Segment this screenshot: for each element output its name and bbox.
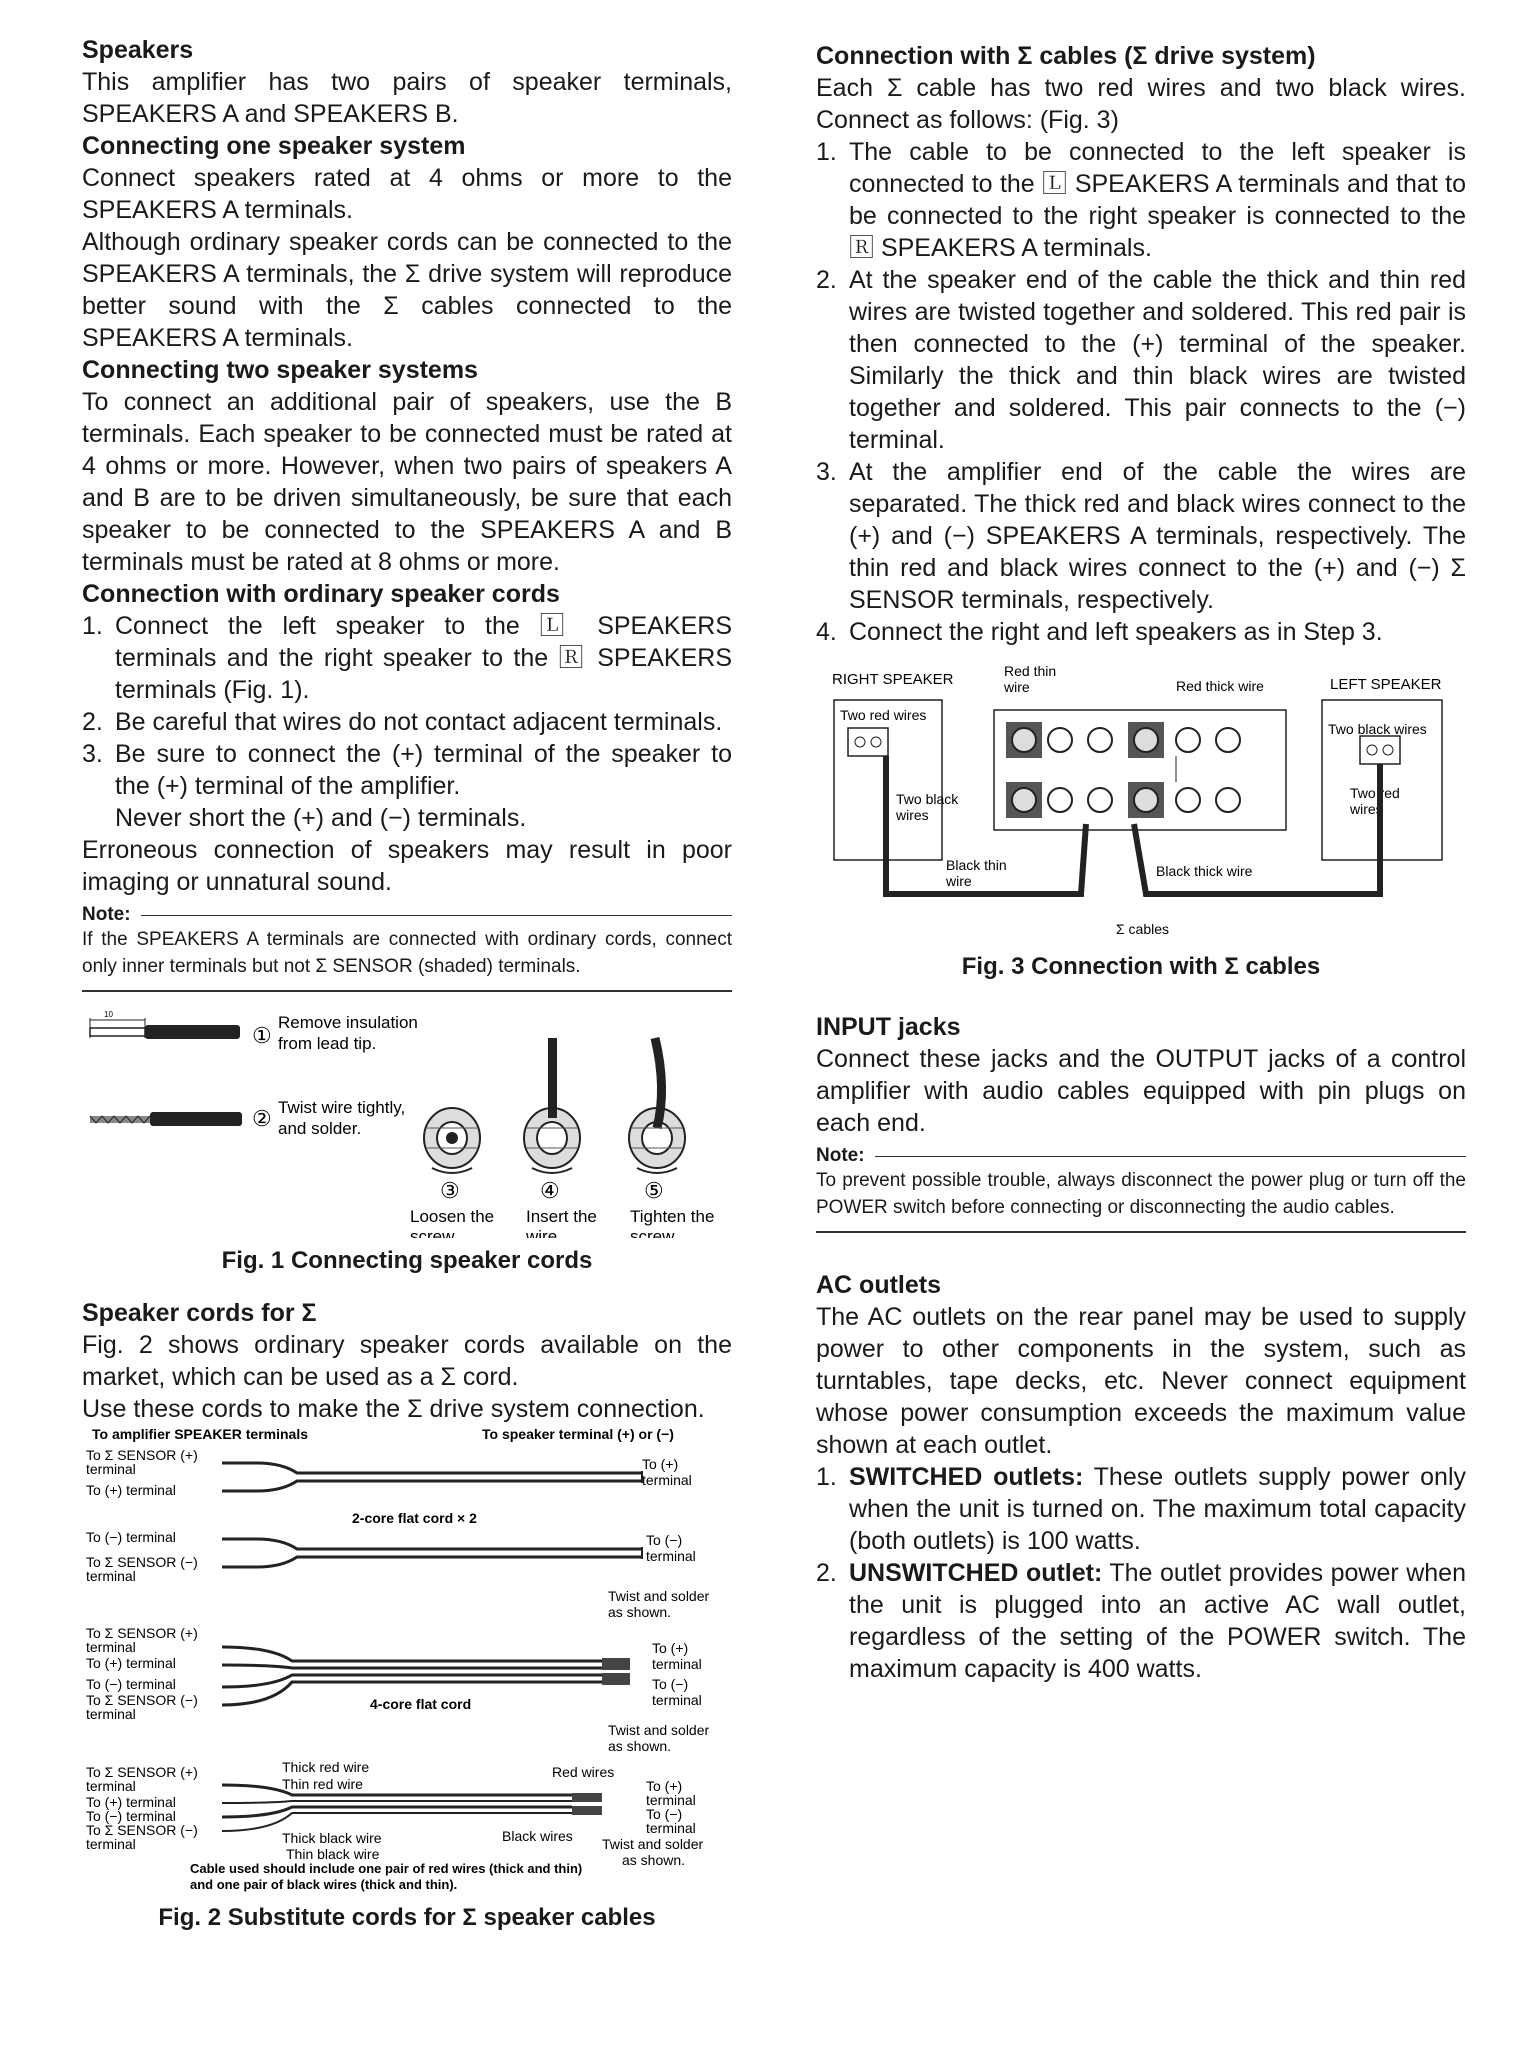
two-core-cord-icon [222,1539,642,1567]
list-text: At the amplifier end of the cable the wires are separated. The thick red and black wires connect to the (+) and (−) SPEAKERS A terminals, respectively. The thin red and black wires connect to the (+) and (−) Σ SENSOR terminals, respectively. [849,458,1466,614]
list-item [816,1557,1466,1685]
list-number: 2. [816,266,837,294]
fig3-caption: Fig. 3 Connection with Σ cables [961,953,1321,980]
four-core-cable-icon [222,1785,602,1831]
fig3-label: Black thin [946,857,1007,873]
fig2-label: as shown. [608,1738,672,1754]
fig2-label: To (+) [646,1778,683,1794]
list-item [816,616,1466,648]
fig3-label: Red thick wire [1176,678,1264,694]
input-section [816,1011,1466,1233]
fig2-label: To (−) terminal [86,1676,176,1692]
fig2-cable-note: Cable used should include one pair of red wires (thick and thin) [190,1861,583,1876]
speakers-heading: Speakers [82,36,194,64]
fig1-illustration [82,998,732,1238]
fig2-label: as shown. [622,1852,686,1868]
terminal-tighten-icon [629,1038,685,1173]
list-text: Be careful that wires do not contact adjacent terminals. [115,708,723,736]
step2-text-a: Twist wire tightly, [278,1098,406,1117]
fig2-label: To (−) terminal [86,1529,176,1545]
right-column [816,40,1466,1685]
list-text: The cable to be connected to the left speaker is connected to the 🄻 SPEAKERS A terminals and that to be connected to the right speaker is connected to the 🅁 SPEAKERS A terminals. [849,138,1466,262]
fig2-label: To Σ SENSOR (−) [86,1822,198,1838]
note-header [82,904,732,926]
figure-1 [82,998,732,1275]
list-item [82,610,732,706]
list-text: Connect the right and left speakers as in Step 3. [849,618,1383,646]
sigma-list [816,136,1466,648]
cords-section [82,1297,732,1425]
two-systems-heading: Connecting two speaker systems [82,356,478,384]
fig2-label: terminal [646,1820,696,1836]
step1-text-b: from lead tip. [278,1034,377,1053]
divider [82,990,732,992]
fig2-label: To (−) [646,1806,683,1822]
fig2-label: terminal [86,1836,136,1852]
two-systems-text: To connect an additional pair of speakers, use the B terminals. Each speaker to be connected must be rated at 4 ohms or more. However, when two pairs of speakers A and B are to be driven simultaneously, be sure that each speaker to be connected to the SPEAKERS A and B terminals must be rated at 8 ohms or more. [82,388,732,576]
list-number: 2. [82,708,103,736]
left-column [82,34,732,1932]
fig2-label: terminal [642,1472,692,1488]
to-amp-label: To amplifier SPEAKER terminals [92,1426,309,1442]
fig2-label: terminal [86,1461,136,1477]
figure-3 [816,664,1466,981]
fig3-label: Two black wires [1328,721,1427,737]
list-number: 4. [816,618,837,646]
to-speaker-label: To speaker terminal (+) or (−) [482,1426,674,1442]
two-core-cord-icon [222,1463,642,1491]
input-note-header [816,1145,1466,1167]
fig2-label: To (−) [652,1676,689,1692]
list-item [816,456,1466,616]
list-number: 3. [816,458,837,486]
list-item [816,136,1466,264]
fig2-cable-note: and one pair of black wires (thick and thin). [190,1877,458,1892]
fig2-label: Thick red wire [282,1759,370,1775]
fig2-label: terminal [646,1792,696,1808]
list-number: 1. [816,1463,837,1491]
fig2-label: terminal [86,1706,136,1722]
terminal-loosen-icon [424,1108,480,1173]
fig3-label: wires [896,807,929,823]
step3-text-a: Loosen the [410,1207,495,1226]
fig2-label: terminal [652,1692,702,1708]
step5-text-a: Tighten the [630,1207,715,1226]
fig2-label: To (−) [646,1532,683,1548]
stripped-wire-icon [90,1010,240,1039]
twisted-wire-icon [90,1112,242,1126]
sigma-heading: Connection with Σ cables (Σ drive system) [816,42,1316,70]
fig3-label: Two red wires [840,707,927,723]
fig2-label: as shown. [608,1604,672,1620]
fig2-label: To Σ SENSOR (+) [86,1764,198,1780]
input-heading: INPUT jacks [816,1013,961,1041]
cords-heading: Speaker cords for Σ [82,1299,317,1327]
erroneous-text: Erroneous connection of speakers may result in poor imaging or unnatural sound. [82,836,732,896]
note-rule [141,915,732,916]
fig2-illustration [82,1425,732,1895]
fig3-label: Two red [1350,785,1400,801]
fig3-label: wires [1350,801,1383,817]
list-item [82,706,732,738]
figure-2 [82,1425,732,1932]
step4-text-a: Insert the [526,1207,597,1226]
fig2-label: terminal [646,1548,696,1564]
fig2-label: To (+) terminal [86,1794,176,1810]
note-rule [875,1156,1466,1157]
fig2-label: To Σ SENSOR (−) [86,1554,198,1570]
one-system-text-2: Although ordinary speaker cords can be connected to the SPEAKERS A terminals, the Σ drive system will reproduce better sound with the Σ cables connected to the SPEAKERS A terminals. [82,228,732,352]
note-label: Note: [82,904,131,925]
one-system-heading: Connecting one speaker system [82,132,466,160]
note-text: If the SPEAKERS A terminals are connected with ordinary cords, connect only inner terminals but not Σ SENSOR (shaded) terminals. [82,929,732,977]
fig2-label: To (+) [642,1456,679,1472]
terminal-insert-icon [524,1038,580,1173]
fig2-label: To Σ SENSOR (+) [86,1625,198,1641]
list-text: At the speaker end of the cable the thick and thin red wires are twisted together and soldered. This red pair is then connected to the (+) terminal of the speaker. Similarly the thick and thin black wires are twisted together and soldered. This pair connects to the (−) terminal. [849,266,1466,454]
list-text: Be sure to connect the (+) terminal of the speaker to the (+) terminal of the amplifier. [115,740,732,800]
step4-text-b: wire. [526,1227,562,1238]
ruler-label: 10 [104,1010,113,1019]
ac-text: The AC outlets on the rear panel may be used to supply power to other components in the system, such as turntables, tape decks, etc. Never connect equipment whose power consumption exceeds the maximum value shown at each outlet. [816,1303,1466,1459]
fig3-label: Σ cables [1116,921,1170,937]
fig2-label: To Σ SENSOR (−) [86,1692,198,1708]
fig2-label: To (−) terminal [86,1808,176,1824]
fig2-label: Black wires [502,1828,573,1844]
step4-number: ④ [540,1178,560,1203]
fig2-label: Thick black wire [282,1830,382,1846]
fig2-label: To (+) terminal [86,1655,176,1671]
list-number: 1. [816,138,837,166]
amplifier-terminal-panel [994,710,1286,830]
fig2-label: Twist and solder [608,1722,710,1738]
fig3-illustration [816,664,1466,944]
fig2-label: terminal [86,1639,136,1655]
one-system-text: Connect speakers rated at 4 ohms or more to the SPEAKERS A terminals. [82,164,732,224]
list-text: Connect the left speaker to the 🄻 SPEAKERS terminals and the right speaker to the 🅁 SPEAKERS terminals (Fig. 1). [115,612,732,704]
fig2-caption: Fig. 2 Substitute cords for Σ speaker cables [158,1904,656,1931]
ac-heading: AC outlets [816,1271,941,1299]
step5-text-b: screw. [630,1227,679,1238]
divider [816,1231,1466,1233]
ac-list [816,1461,1466,1685]
ordinary-cords-heading: Connection with ordinary speaker cords [82,580,560,608]
step5-number: ⑤ [644,1178,664,1203]
fig2-label: terminal [86,1568,136,1584]
cords-text: Fig. 2 shows ordinary speaker cords available on the market, which can be used as a Σ cord. [82,1331,732,1391]
step1-number: ① [252,1023,272,1048]
list-label: SWITCHED outlets: [849,1463,1084,1491]
list-item [816,1461,1466,1557]
list-text: The outlet provides power when the unit is plugged into an active AC wall outlet, regardless of the setting of the POWER switch. The maximum capacity is 400 watts. [849,1559,1466,1683]
fig3-label: wire [1004,679,1030,695]
fig3-label: LEFT SPEAKER [1330,676,1442,693]
list-item [816,264,1466,456]
input-text: Connect these jacks and the OUTPUT jacks of a control amplifier with audio cables equipped with pin plugs on each end. [816,1045,1466,1137]
step3-number: ③ [440,1178,460,1203]
step2-number: ② [252,1106,272,1131]
fig2-label: Red wires [552,1764,615,1780]
fig2-label: 2-core flat cord × 2 [352,1510,477,1526]
fig2-label: Thin red wire [282,1776,363,1792]
cords-text-2: Use these cords to make the Σ drive system connection. [82,1395,705,1423]
fig2-label: To Σ SENSOR (+) [86,1447,198,1463]
fig3-label: Red thin [1004,664,1057,679]
note-label: Note: [816,1145,865,1166]
fig2-label: Twist and solder [608,1588,710,1604]
ordinary-cords-list [82,610,732,802]
list-item [82,738,732,802]
never-short-text: Never short the (+) and (−) terminals. [115,804,527,832]
fig2-label: To (+) terminal [86,1482,176,1498]
speakers-text: This amplifier has two pairs of speaker terminals, SPEAKERS A and SPEAKERS B. [82,68,732,128]
list-label: UNSWITCHED outlet: [849,1559,1103,1587]
list-number: 2. [816,1559,837,1587]
fig2-label: Twist and solder [602,1836,704,1852]
list-number: 1. [82,612,103,640]
fig3-label: Two black [896,791,959,807]
fig3-label: wire [946,873,972,889]
fig2-label: terminal [652,1656,702,1672]
fig2-label: terminal [86,1778,136,1794]
ac-section [816,1269,1466,1685]
list-number: 3. [82,740,103,768]
list-text: These outlets supply power only when the unit is turned on. The maximum total capacity (both outlets) is 100 watts. [849,1463,1467,1555]
step2-text-b: and solder. [278,1119,362,1138]
fig3-label: Black thick wire [1156,863,1253,879]
fig2-label: To (+) [652,1640,689,1656]
step1-text-a: Remove insulation [278,1013,418,1032]
fig1-caption: Fig. 1 Connecting speaker cords [221,1247,593,1274]
step3-text-b: screw. [410,1227,459,1238]
fig2-label: 4-core flat cord [370,1696,472,1712]
sigma-text: Each Σ cable has two red wires and two black wires. Connect as follows: (Fig. 3) [816,74,1466,134]
input-note-text: To prevent possible trouble, always disconnect the power plug or turn off the POWER switch before connecting or disconnecting the audio cables. [816,1170,1466,1218]
fig3-label: RIGHT SPEAKER [832,671,954,688]
fig2-label: Thin black wire [286,1846,380,1862]
